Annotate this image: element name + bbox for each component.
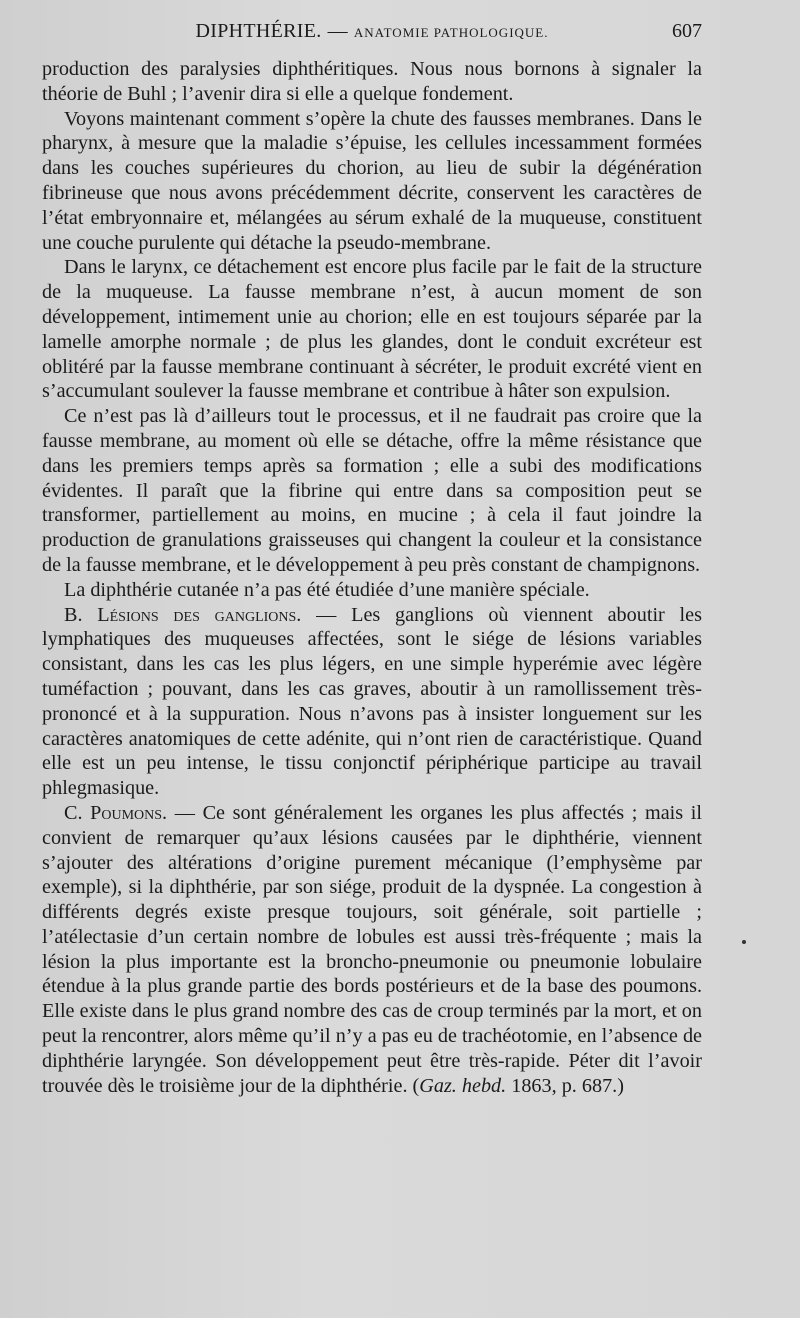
body-text — [42, 57, 702, 1098]
heading-ganglions: B. Lésions des ganglions. — [64, 603, 302, 626]
paragraph-ganglions — [42, 603, 702, 801]
paragraph-5: La diphthérie cutanée n’a pas été étudiée d’une manière spéciale. — [64, 578, 590, 601]
heading-poumons: C. Poumons. — [64, 801, 168, 824]
citation-tail: 1863, p. 687.) — [506, 1074, 624, 1097]
header-section: ANATOMIE PATHOLOGIQUE. — [353, 25, 549, 40]
running-head — [42, 20, 702, 43]
paragraph-ganglions-text: — Les ganglions où viennent aboutir les lymphatiques des muqueuses affectées, sont le siége de lésions variables consistant, dans les cas les plus légers, en une simple hyperémie avec légère tuméfaction ; pouvant, dans les cas graves, aboutir à un ramollissement très-prononcé et à la suppuration. Nous n’avons pas à insister longuement sur les caractères anatomiques de cette adénite, qui n’ont rien de caractéristique. Quand elle est un peu intense, le tissu conjonctif périphérique participe au travail phlegmasique. — [42, 603, 702, 800]
paragraph-poumons — [42, 801, 702, 1099]
paragraph-poumons-text: — Ce sont généralement les organes les plus affectés ; mais il convient de remarquer qu’aux lésions causées par le diphthérie, viennent s’ajouter des altérations d’origine purement mécanique (l’emphysème par exemple), si la diphthérie, par son siége, produit de la dyspnée. La congestion à différents degrés existe presque toujours, soit générale, soit partielle ; l’atélectasie d’un certain nombre de lobules est aussi très-fréquente ; mais la lésion la plus importante est la broncho-pneumonie ou pneumonie lobulaire étendue à la plus grande partie des bords postérieurs et de la base des poumons. Elle existe dans le plus grand nombre des cas de croup terminés par la mort, et on peut la rencontrer, alors même qu’il n’y a pas eu de trachéotomie, en l’absence de diphthérie laryngée. Son développement peut être très-rapide. Péter dit l’avoir trouvée dès le troisième jour de la diphthérie. ( — [42, 801, 703, 1097]
paragraph-1: production des paralysies diphthéritiques. Nous nous bornons à signaler la théorie de Buhl ; l’avenir dira si elle a quelque fondement. — [42, 58, 702, 105]
paragraph-3: Dans le larynx, ce détachement est encore plus facile par le fait de la structure de la muqueuse. La fausse membrane n’est, à aucun moment de son développement, intimement unie au chorion; elle en est toujours séparée par la lamelle amorphe normale ; de plus les glandes, dont le conduit excréteur est oblitéré par la fausse membrane continuant à sécréter, le produit excrété vient en s’accumulant soulever la fausse membrane et contribue à hâter son expulsion. — [42, 256, 702, 403]
paragraph-4: Ce n’est pas là d’ailleurs tout le processus, et il ne faudrait pas croire que la fausse membrane, au moment où elle se détache, offre la même résistance que dans les premiers temps après sa formation ; elle a subi des modifications évidentes. Il paraît que la fibrine qui entre dans sa composition peut se transformer, partiellement au moins, en mucine ; à cela il faut joindre la production de granulations graisseuses qui changent la couleur et la consistance de la fausse membrane, et le développement à peu près constant de champignons. — [42, 405, 702, 576]
ink-speck — [742, 940, 746, 944]
page-header — [42, 20, 702, 48]
header-separator: — — [327, 20, 348, 42]
citation-journal: Gaz. hebd. — [419, 1074, 507, 1097]
paragraph-2: Voyons maintenant comment s’opère la chute des fausses membranes. Dans le pharynx, à mesure que la maladie s’épuise, les cellules incessamment formées dans les couches supérieures du chorion, au lieu de subir la dégénération fibrineuse que nous avons précédemment décrite, conservent les caractères de l’état embryonnaire et, mélangées au sérum exhalé de la muqueuse, constituent une couche purulente qui détache la pseudo-membrane. — [42, 107, 702, 254]
page-number: 607 — [672, 20, 702, 42]
header-title: DIPHTHÉRIE. — [195, 20, 322, 42]
